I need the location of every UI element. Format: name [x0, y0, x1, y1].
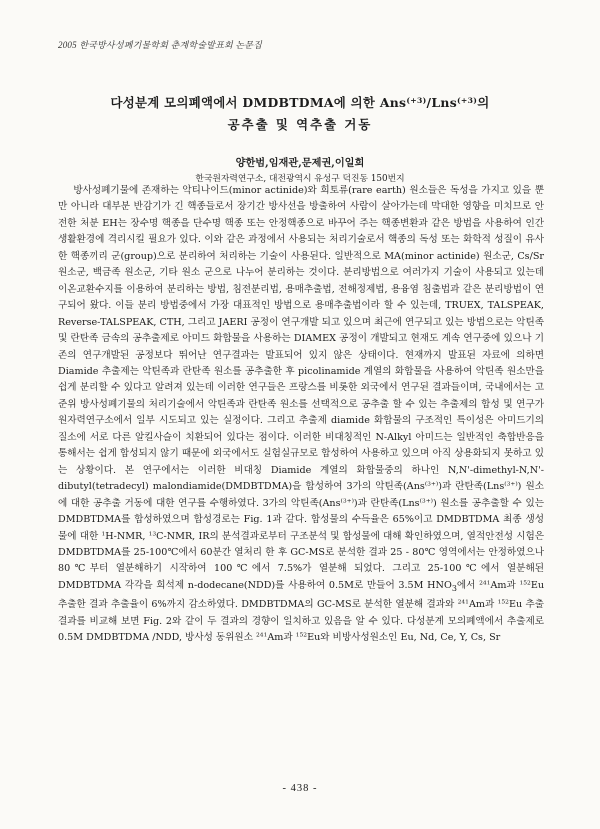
paper-title: 다성분계 모의폐액에서 DMDBTDMA에 의한 Ans$^{(+3)}$/Lns$^{(+3)}$의	[110, 95, 490, 110]
page-number: - 438 -	[282, 783, 318, 794]
abstract-body: 방사성폐기물에 존재하는 악티나이드(minor actinide)와 희토류(rare earth) 원소들은 독성을 가지고 있을 뿐만 아니라 대부분 반감기가 긴 핵종들로서 장기간 방사선을 방출하여 사람이 살아가는데 막대한 영향을 미치므로 안전한 처분 EH는 장수명 핵종을 단수명 핵종 또는 안정핵종으로 바꾸어 주는 핵종변환과 같은 방법을 사용하여 인간 생활환경에 격리시킬 필요가 있다. 이와 같은 과정에서 사용되는 처리기술로서 핵종의 독성 또는 화학적 성질이 유사한 핵종끼리 군(group)으로 분리하여 처리하는 기술이 사용된다. 일반적으로 MA(minor actinide) 원소군, Cs/Sr 원소군, 백금족 원소군, 기타 원소 군으로 나누어 분리하는 것이다. 분리방법으로 여러가지 기술이 사용되고 있는데 이온교환수지를 이용하여 분리하는 방법, 침전분리법, 용매추출법, 전해정제법, 용융염 침출법과 같은 분리방법이 연구되어 왔다. 이들 분리 방법중에서 가장 대표적인 방법으로 용매추출법이라 할 수 있는데, TRUEX, TALSPEAK, Reverse-TALSPEAK, CTH, 그리고 JAERI 공정이 연구개발 되고 있으며 최근에 연구되고 있는 방법으로는 악틴족 및 란탄족 금속의 공추출제로 아미드 화합물을 사용하는 DIAMEX 공정이 개발되고 현재도 계속 연구중에 있으나 기존의 연구개발된 공정보다 뛰어난 연구결과는 발표되어 있지 않은 상태이다. 현재까지 발표된 자료에 의하면 Diamide 추출제는 악틴족과 란탄족 원소를 공추출한 후 picolinamide 계열의 화합물을 사용하여 악틴족 원소만을 쉽게 분리할 수 있다고 알려져 있는데 이러한 연구들은 프랑스를 비롯한 외국에서 연구된 결과들이며, 국내에서는 고준위 방사성폐기물의 처리기술에서 악틴족과 란탄족 원소를 선택적으로 공추출 할 수 있는 추출제의 합성 및 연구가 원자력연구소에서 일부 시도되고 있는 실정이다. 그리고 추출제 diamide 화합물의 구조적인 특이성은 아미드기의 질소에 서로 다른 알킬사슬이 치환되어 있다는 점이다. 이러한 비대칭적인 N-Alkyl 아미드는 일반적인 축합반응을 통해서는 쉽게 합성되지 않기 때문에 외국에서도 실험실규모로 합성하여 사용하고 있으며 아직 상용화되지 못하고 있는 상황이다. 본 연구에서는 이러한 비대칭 Diamide 계열의 화합물중의 하나인 N,N'-dimethyl-N,N'-dibutyl(tetradecyl) malondiamide(DMDBTDMA)을 합성하여 3가의 악틴족(Ans$^{(3+)}$)과 란탄족(Lns$^{(3+)}$) 원소에 대한 공추출 거동에 대한 연구를 수행하였다. 3가의 악틴족(Ans$^{(3+)}$)과 란탄족(Lns$^{(3+)}$) 원소를 공추출할 수 있는 DMDBTDMA를 합성하였으며 합성경로는 Fig. 1과 같다. 합성물의 수득율은 65%이고 DMDBTDMA 최종 생성물에 대한 $^1$H-NMR, $^{13}$C-NMR, IR의 분석결과로부터 구조분석 및 합성물에 대해 확인하였으며, 열적안전성 시험은 DMDBTDMA를 25-100℃에서 60분간 열처리 한 후 GC-MS로 분석한 결과 25 - 80℃ 영역에서는 안정하였으나 80℃부터 열분해하기 시작하여 100℃에서 7.5%가 열분해 되었다. 그리고 25-100℃에서 열분해된 DMDBTDMA 각각을 희석제 n-dodecane(NDD)를 사용하여 0.5M로 만들어 3.5M $HNO_3$에서 $^{241}$Am과 $^{152}$Eu 추출한 결과 추출율이 6%까지 감소하였다. DMDBTDMA의 GC-MS로 분석한 열분해 결과와 $^{241}$Am과 $^{152}$Eu 추출결과를 비교해 보면 Fig. 2와 같이 두 결과의 경향이 일치하고 있음을 알 수 있다. 다성분계 모의폐액에서 추출제로 0.5M DMDBTDMA /NDD, 방사성 동위원소 $^{241}$Am과 $^{152}$Eu와 비방사성원소인 Eu, Nd, Ce, Y, Cs, Sr	[58, 185, 545, 644]
title-block	[60, 94, 540, 185]
paper-title-line2: 공추출 및 역추출 거동	[227, 117, 373, 132]
running-head: 2005 한국방사성폐기물학회 춘계학술발표회 논문집	[58, 40, 263, 50]
authors: 양한범,임재관,문제권,이일희	[235, 157, 365, 169]
affiliation: 한국원자력연구소, 대전광역시 유성구 덕진동 150번지	[195, 174, 405, 184]
